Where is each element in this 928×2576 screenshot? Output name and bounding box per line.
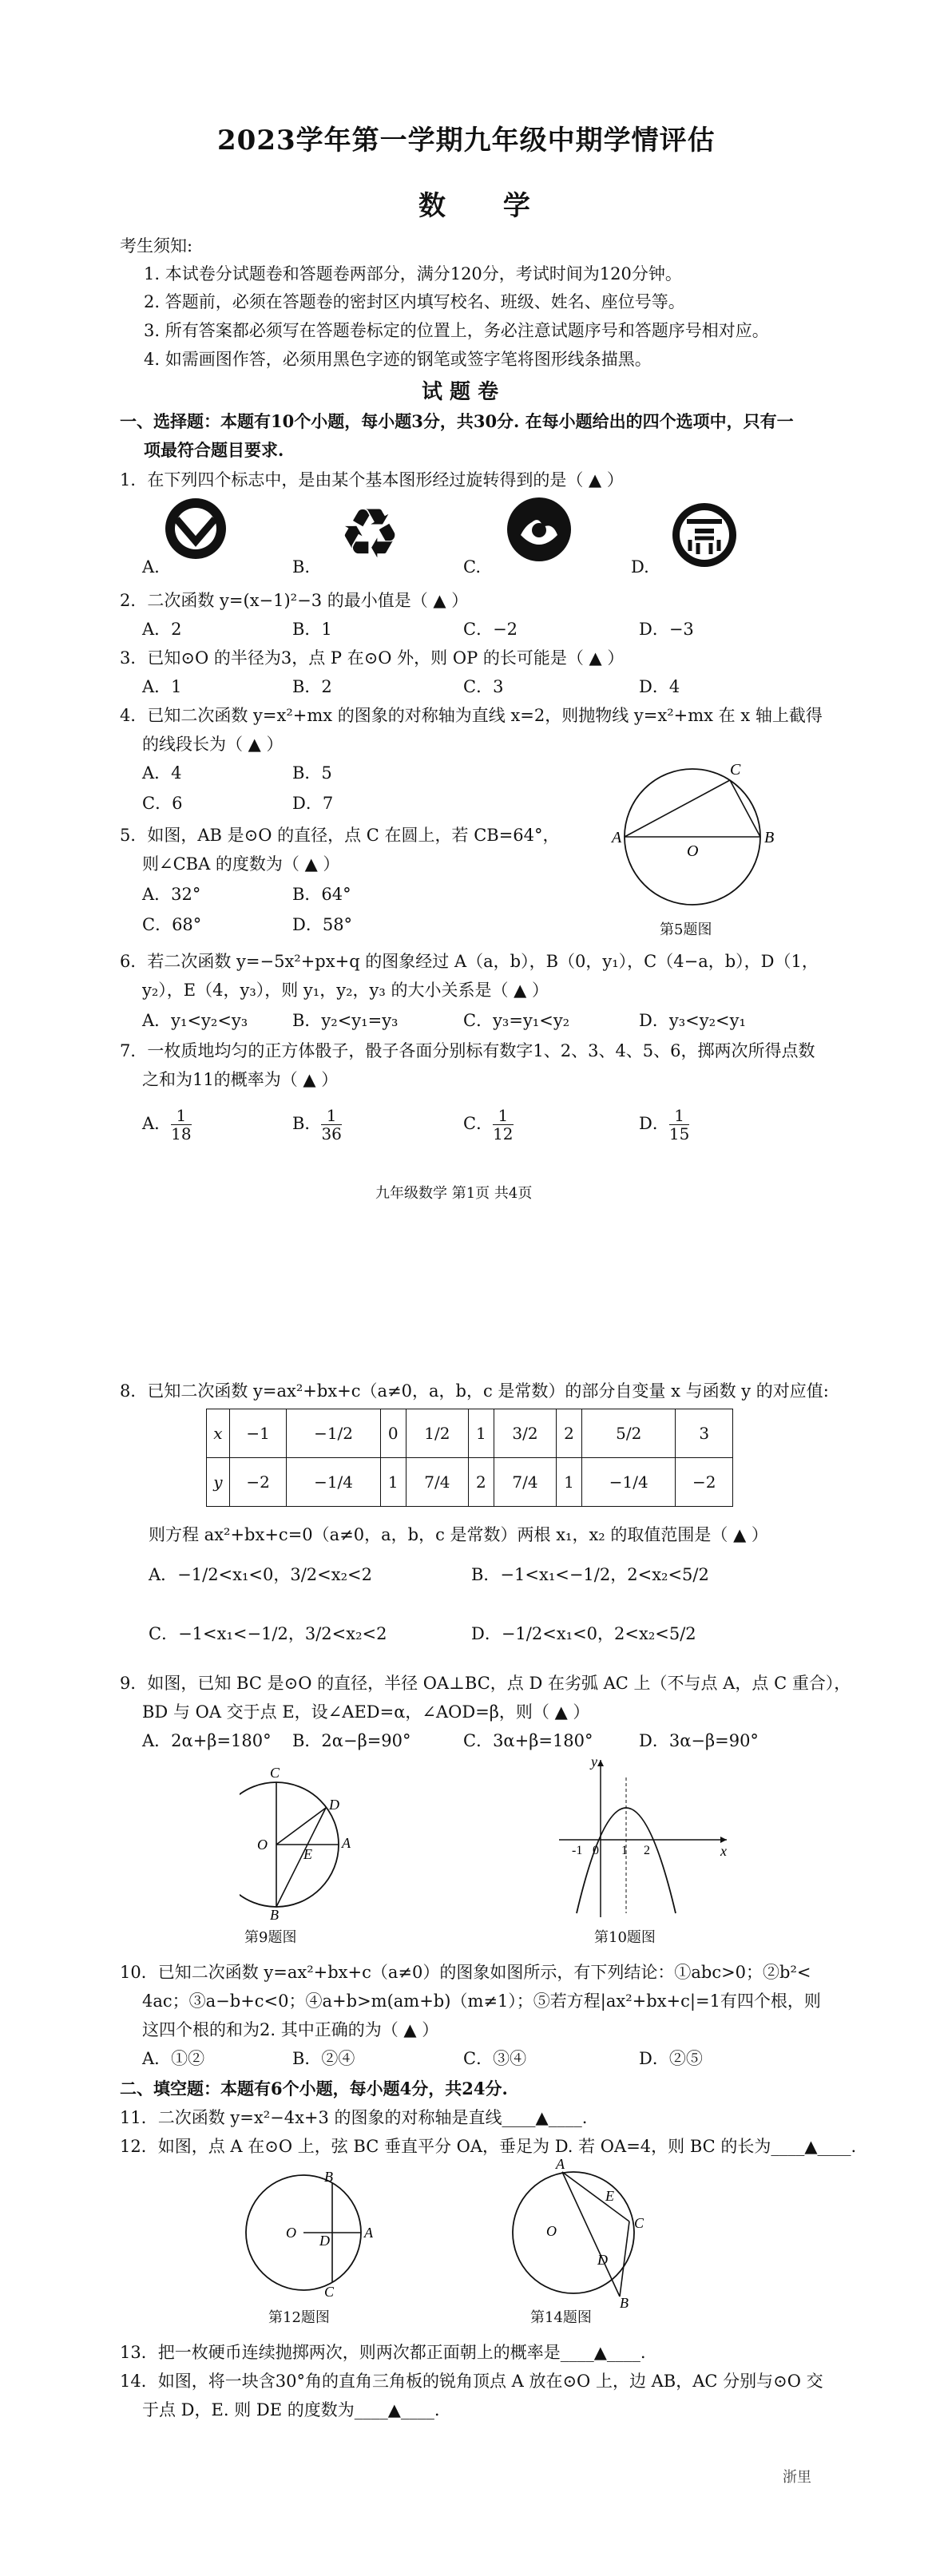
notice-heading: 考生须知: [120, 236, 193, 256]
q8-option-b: B．−1<x₁<−1/2，2<x₂<5/2 [471, 1565, 709, 1584]
q5-option-a: A．32° [142, 885, 201, 904]
q9-figure-caption: 第9题图 [244, 1929, 297, 1946]
q14-stem-cont: 于点 D，E. 则 DE 的度数为____▲____. [142, 2400, 440, 2419]
q10-option-c: C．③④ [463, 2049, 527, 2068]
figure-q12 [232, 2166, 391, 2301]
figure-q14 [495, 2156, 687, 2308]
q10-stem: 10．已知二次函数 y=ax²+bx+c（a≠0）的图象如图所示，有下列结论：①abc>0；②b²< [120, 1963, 811, 1982]
fig14-label-a: A [556, 2156, 565, 2172]
q10-figure-caption: 第10题图 [594, 1929, 656, 1946]
q8-option-c: C．−1<x₁<−1/2，3/2<x₂<2 [149, 1624, 387, 1643]
fig14-label-b: B [620, 2295, 629, 2308]
fig14-label-c: C [634, 2215, 644, 2231]
q6-option-c: C．y₃=y₁<y₂ [463, 1011, 570, 1030]
fig14-label-o: O [546, 2223, 557, 2239]
q2-option-a: A．2 [142, 620, 182, 639]
paper-title: 试 题 卷 [422, 380, 499, 404]
logo-c-icon [505, 495, 573, 564]
notice-item: 4. 如需画图作答，必须用黑色字迹的钢笔或签字笔将图形线条描黑。 [144, 350, 652, 369]
q10-option-d: D．②⑤ [639, 2049, 703, 2068]
fig10-tick-neg1: -1 [572, 1844, 583, 1857]
q5-figure-caption: 第5题图 [660, 921, 712, 938]
q8-value-table [206, 1409, 733, 1507]
q5-stem: 5．如图，AB 是⊙O 的直径，点 C 在圆上，若 CB=64°， [120, 826, 560, 845]
q4-option-c: C．6 [142, 794, 183, 813]
q6-option-d: D．y₃<y₂<y₁ [639, 1011, 746, 1030]
table-row: x −1 −1/2 0 1/2 1 3/2 2 5/2 3 [207, 1409, 733, 1458]
fig10-label-x: x [720, 1843, 727, 1859]
notice-item: 1. 本试卷分试题卷和答题卷两部分，满分120分，考试时间为120分钟。 [144, 264, 682, 283]
q6-option-b: B．y₂<y₁=y₃ [292, 1011, 399, 1030]
q8-stem: 8．已知二次函数 y=ax²+bx+c（a≠0，a，b，c 是常数）的部分自变量 x 与函数 y 的对应值: [120, 1381, 829, 1401]
notice-item: 2. 答题前，必须在答题卷的密封区内填写校名、班级、姓名、座位号等。 [144, 292, 685, 311]
q2-stem: 2．二次函数 y=(x−1)²−3 的最小值是（ ▲ ） [120, 591, 469, 610]
logo-a-icon [164, 497, 228, 561]
q1-option-a: A. [142, 557, 160, 577]
fig10-label-y: y [591, 1754, 597, 1770]
fig5-label-o: O [687, 842, 699, 860]
page-footer: 九年级数学 第1页 共4页 [375, 1185, 533, 1202]
q9-stem: 9．如图，已知 BC 是⊙O 的直径，半径 OA⊥BC，点 D 在劣弧 AC 上（不与点 A，点 C 重合）， [120, 1674, 851, 1693]
q10-stem-cont2: 这四个根的和为2. 其中正确的为（ ▲ ） [142, 2020, 439, 2039]
fig9-label-o: O [257, 1837, 268, 1853]
q7-option-b: B． $\frac{1}{36}$ [292, 1106, 342, 1143]
q6-option-a: A．y₁<y₂<y₃ [142, 1011, 248, 1030]
q6-stem-cont: y₂），E（4，y₃），则 y₁，y₂，y₃ 的大小关系是（ ▲ ） [142, 981, 549, 1000]
q8-stem-cont: 则方程 ax²+bx+c=0（a≠0，a，b，c 是常数）两根 x₁，x₂ 的取值范围是（ ▲ ） [149, 1525, 768, 1544]
q9-option-d: D．3α−β=90° [639, 1731, 759, 1750]
q10-option-b: B．②④ [292, 2049, 355, 2068]
fig12-label-b: B [324, 2169, 333, 2185]
q2-option-b: B．1 [292, 620, 332, 639]
notice-item: 3. 所有答案都必须写在答题卷标定的位置上，务必注意试题序号和答题序号相对应。 [144, 321, 769, 340]
q3-option-a: A．1 [142, 677, 182, 696]
recycle-icon [335, 497, 404, 565]
fig12-label-o: O [286, 2225, 296, 2241]
fig12-label-c: C [324, 2284, 335, 2300]
q7-option-d: D． $\frac{1}{15}$ [639, 1106, 690, 1143]
q12-stem: 12．如图，点 A 在⊙O 上，弦 BC 垂直平分 OA，垂足为 D. 若 OA=4，则 BC 的长为____▲____. [120, 2137, 857, 2156]
svg-text:♻: ♻ [339, 497, 401, 565]
q9-option-b: B．2α−β=90° [292, 1731, 411, 1750]
fig14-label-e: E [605, 2188, 614, 2204]
q3-option-c: C．3 [463, 677, 504, 696]
figure-q5 [601, 757, 792, 917]
q2-option-d: D．−3 [639, 620, 694, 639]
table-row: y −2 −1/4 1 7/4 2 7/4 1 −1/4 −2 [207, 1458, 733, 1507]
fig12-label-a: A [364, 2225, 373, 2241]
q8-option-d: D．−1/2<x₁<0，2<x₂<5/2 [471, 1624, 696, 1643]
q10-stem-cont: 4ac；③a−b+c<0；④a+b>m(am+b)（m≠1）；⑤若方程|ax²+bx+c|=1有四个根，则 [142, 1991, 821, 2011]
fig5-label-b: B [764, 829, 775, 846]
q9-option-c: C．3α+β=180° [463, 1731, 593, 1750]
q1-stem: 1．在下列四个标志中，是由某个基本图形经过旋转得到的是（ ▲ ） [120, 470, 624, 489]
q3-option-b: B．2 [292, 677, 332, 696]
fig5-label-c: C [730, 761, 741, 779]
q9-stem-cont: BD 与 OA 交于点 E，设∠AED=α，∠AOD=β，则（ ▲ ） [142, 1702, 590, 1722]
logo-d-icon [671, 501, 738, 569]
subject-title: 数 学 [418, 190, 554, 222]
q14-stem: 14．如图，将一块含30°角的直角三角板的锐角顶点 A 放在⊙O 上，边 AB，AC 分别与⊙O 交 [120, 2372, 823, 2391]
q4-option-b: B．5 [292, 763, 332, 783]
q5-option-b: B．64° [292, 885, 351, 904]
q11-stem: 11．二次函数 y=x²−4x+3 的图象的对称轴是直线____▲____. [120, 2108, 588, 2127]
section2-heading: 二、填空题：本题有6个小题，每小题4分，共24分. [120, 2079, 508, 2098]
q12-figure-caption: 第12题图 [268, 2309, 330, 2326]
fig9-label-c: C [270, 1765, 280, 1781]
q5-option-d: D．58° [292, 915, 353, 934]
q4-stem: 4．已知二次函数 y=x²+mx 的图象的对称轴为直线 x=2，则抛物线 y=x²+mx 在 x 轴上截得 [120, 706, 823, 725]
q5-stem-cont: 则∠CBA 的度数为（ ▲ ） [142, 854, 340, 874]
q10-option-a: A．①② [142, 2049, 205, 2068]
q6-stem: 6．若二次函数 y=−5x²+px+q 的图象经过 A（a，b），B（0，y₁），C（4−a，b），D（1， [120, 952, 819, 971]
fig12-label-d: D [319, 2233, 330, 2249]
q3-stem: 3．已知⊙O 的半径为3，点 P 在⊙O 外，则 OP 的长可能是（ ▲ ） [120, 648, 625, 668]
q3-option-d: D．4 [639, 677, 680, 696]
fig10-tick-0: 0 [593, 1844, 599, 1857]
q9-option-a: A．2α+β=180° [142, 1731, 272, 1750]
q13-stem: 13．把一枚硬币连续抛掷两次，则两次都正面朝上的概率是____▲____. [120, 2343, 646, 2362]
q14-figure-caption: 第14题图 [530, 2309, 592, 2326]
exam-title: 2023学年第一学期九年级中期学情评估 [217, 125, 716, 157]
q2-option-c: C．−2 [463, 620, 518, 639]
fig9-label-a: A [342, 1835, 351, 1851]
q4-option-d: D．7 [292, 794, 334, 813]
q1-option-b: B. [292, 557, 311, 577]
fig5-label-a: A [612, 829, 622, 846]
fig10-tick-1: 1 [621, 1844, 628, 1857]
q7-stem-cont: 之和为11的概率为（ ▲ ） [142, 1070, 339, 1089]
q1-option-c: C. [463, 557, 481, 577]
watermark: 浙里 [783, 2469, 811, 2486]
fig9-label-e: E [303, 1846, 312, 1862]
q8-option-a: A．−1/2<x₁<0，3/2<x₂<2 [149, 1565, 372, 1584]
q4-stem-cont: 的线段长为（ ▲ ） [142, 735, 284, 754]
fig14-label-d: D [597, 2252, 608, 2268]
q7-stem: 7．一枚质地均匀的正方体骰子，骰子各面分别标有数字1、2、3、4、5、6，掷两次所得点数 [120, 1041, 815, 1060]
fig10-tick-2: 2 [644, 1844, 650, 1857]
fig9-label-b: B [270, 1907, 279, 1921]
q4-option-a: A．4 [142, 763, 182, 783]
figure-q10 [543, 1754, 735, 1921]
q5-option-c: C．68° [142, 915, 202, 934]
q7-option-a: A． $\frac{1}{18}$ [142, 1106, 192, 1143]
fig9-label-d: D [329, 1797, 339, 1813]
q1-option-d: D. [631, 557, 649, 577]
q7-option-c: C． $\frac{1}{12}$ [463, 1106, 514, 1143]
figure-q9 [240, 1762, 367, 1921]
section1-heading-cont: 项最符合题目要求. [144, 440, 284, 460]
section1-heading: 一、选择题：本题有10个小题，每小题3分，共30分. 在每小题给出的四个选项中，只有一 [120, 411, 794, 431]
